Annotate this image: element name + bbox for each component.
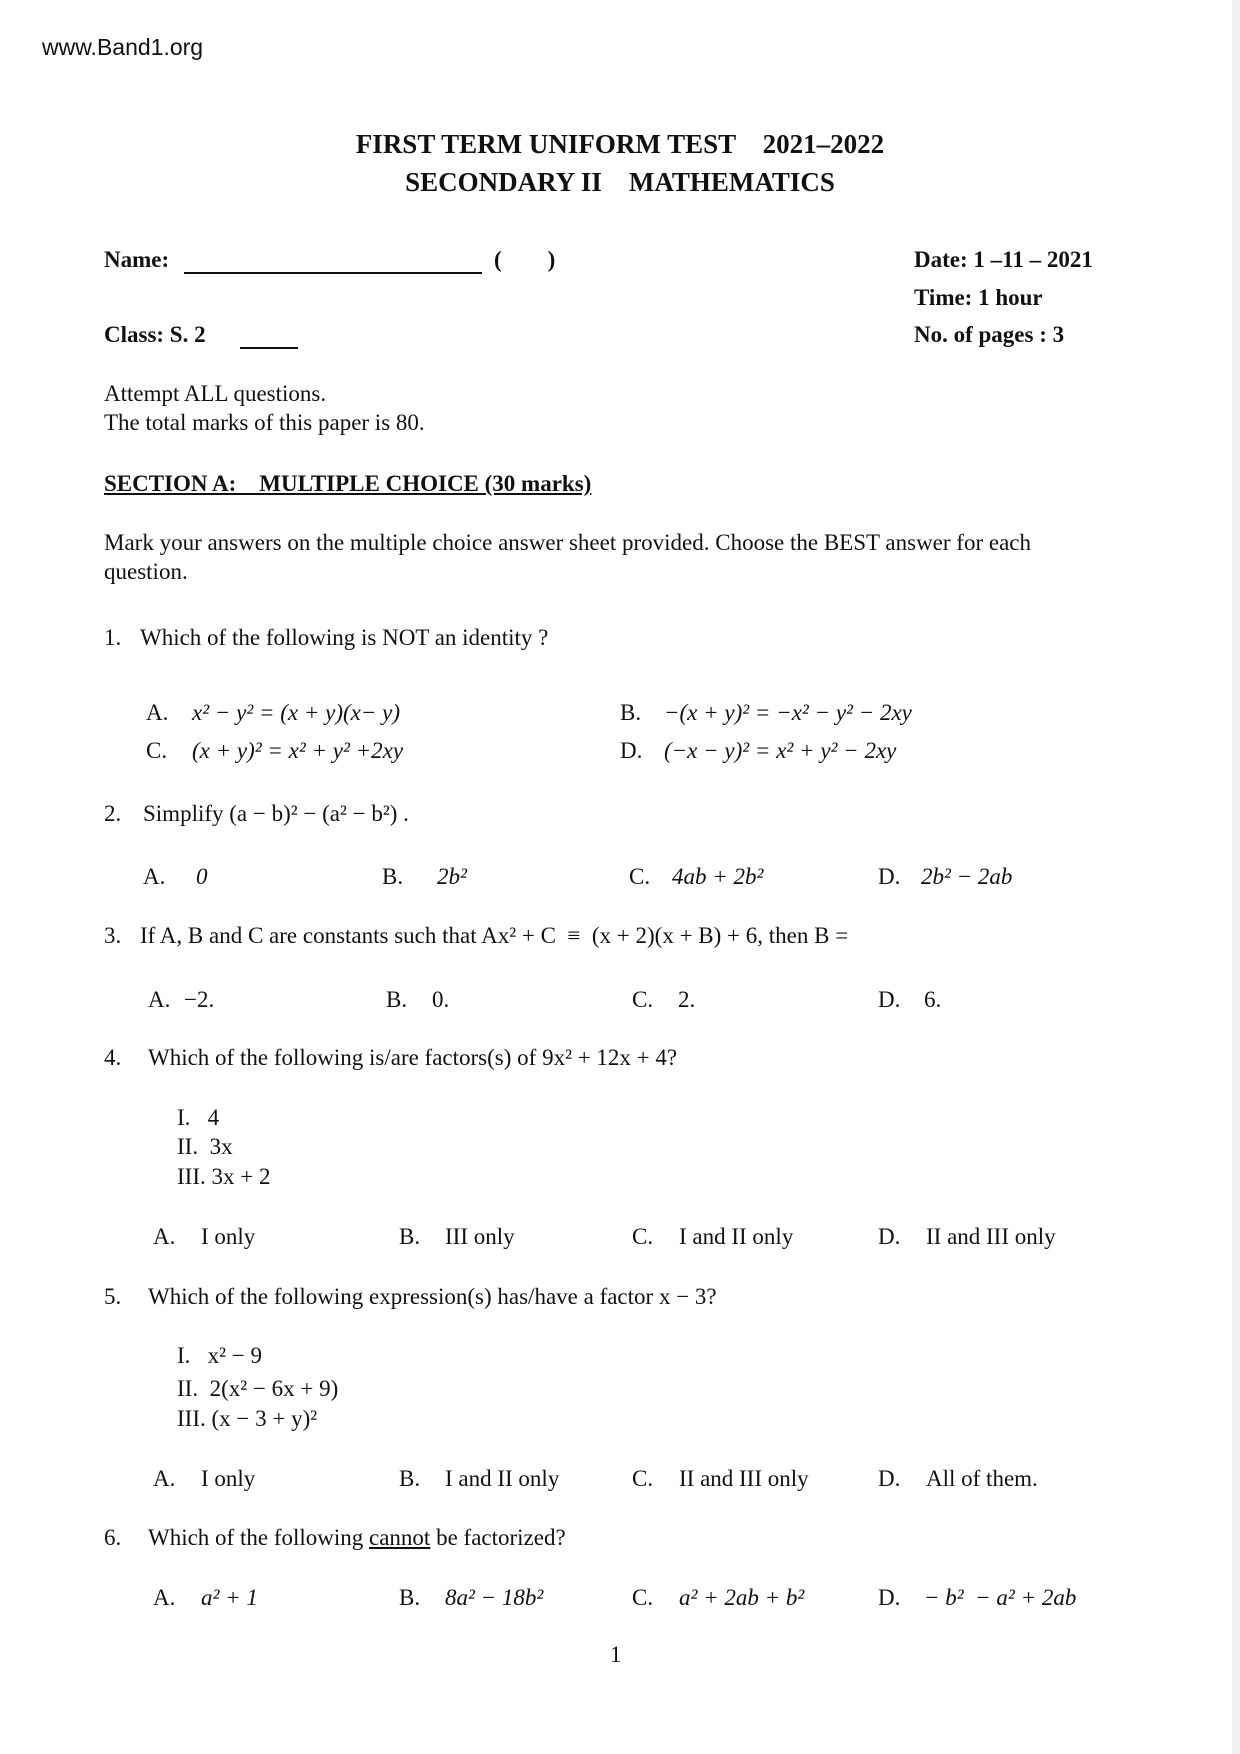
title-line1: FIRST TERM UNIFORM TEST 2021–2022: [355, 129, 885, 159]
option-letter: C.: [146, 738, 168, 763]
page-count: No. of pages : 3: [914, 322, 1065, 347]
option-letter: C.: [632, 987, 654, 1012]
option-text: 4ab + 2b²: [672, 864, 764, 889]
option-letter: C.: [632, 1224, 654, 1249]
statement: I. x² − 9: [177, 1343, 263, 1368]
title-line2: SECONDARY II MATHEMATICS: [405, 167, 835, 197]
section-a-note: Mark your answers on the multiple choice answer sheet provided. Choose the BEST answer for each: [104, 530, 1031, 555]
option-letter: D.: [878, 1585, 901, 1610]
option-letter: D.: [620, 738, 643, 763]
option-letter: A.: [153, 1585, 176, 1610]
statement: II. 3x: [177, 1134, 233, 1159]
option-letter: A.: [146, 700, 169, 725]
question-text: If A, B and C are constants such that Ax² + C ≡ (x + 2)(x + B) + 6, then B =: [140, 923, 849, 948]
question-number: 1.: [104, 625, 122, 650]
option-letter: B.: [399, 1466, 421, 1491]
date: Date: 1 –11 – 2021: [914, 247, 1093, 272]
question-number: 5.: [104, 1284, 122, 1309]
statement: II. 2(x² − 6x + 9): [177, 1376, 339, 1401]
option-letter: B.: [386, 987, 408, 1012]
option-text: 8a² − 18b²: [445, 1585, 544, 1610]
option-text: a² + 2ab + b²: [679, 1585, 805, 1610]
time: Time: 1 hour: [914, 285, 1043, 310]
option-letter: D.: [878, 864, 901, 889]
class-number-field: ( ): [494, 247, 556, 272]
option-text: a² + 1: [201, 1585, 258, 1610]
section-a-note: question.: [104, 559, 188, 584]
question-text-part: Which of the following: [148, 1525, 370, 1550]
option-text: I and II only: [445, 1466, 560, 1491]
question-text: [148, 1526, 566, 1549]
question-number: 6.: [104, 1525, 122, 1550]
option-text: 2.: [678, 987, 696, 1012]
question-text: Which of the following is NOT an identity ?: [140, 625, 549, 650]
emphasis-cannot: cannot: [369, 1525, 431, 1550]
option-letter: C.: [629, 864, 651, 889]
option-text: III only: [445, 1224, 515, 1249]
question-text: Which of the following is/are factors(s) of 9x² + 12x + 4?: [148, 1045, 678, 1070]
option-letter: B.: [382, 864, 404, 889]
question-text: Simplify (a − b)² − (a² − b²) .: [143, 801, 409, 826]
option-text: 2b²: [437, 864, 467, 889]
option-text: x² − y² = (x + y)(x− y): [192, 700, 401, 725]
option-letter: C.: [632, 1585, 654, 1610]
page-edge: [1232, 0, 1240, 1754]
option-text: All of them.: [926, 1466, 1038, 1491]
question-number: 4.: [104, 1045, 122, 1070]
option-letter: B.: [620, 700, 642, 725]
question-number: 3.: [104, 923, 122, 948]
section-a-title: SECTION A: MULTIPLE CHOICE (30 marks): [104, 471, 592, 496]
option-text: (−x − y)² = x² + y² − 2xy: [664, 738, 897, 763]
option-text: 2b² − 2ab: [921, 864, 1013, 889]
option-letter: C.: [632, 1466, 654, 1491]
option-text: −(x + y)² = −x² − y² − 2xy: [664, 700, 912, 725]
option-letter: A.: [148, 987, 171, 1012]
option-letter: B.: [399, 1224, 421, 1249]
instruction: Attempt ALL questions.: [104, 381, 327, 406]
option-text: − b² − a² + 2ab: [924, 1585, 1077, 1610]
option-letter: A.: [153, 1224, 176, 1249]
statement: I. 4: [177, 1105, 220, 1130]
option-text: (x + y)² = x² + y² +2xy: [192, 738, 404, 763]
watermark: www.Band1.org: [42, 34, 204, 60]
option-text: I only: [201, 1466, 256, 1491]
option-letter: D.: [878, 1466, 901, 1491]
statement: III. (x − 3 + y)²: [177, 1406, 318, 1431]
option-text: I only: [201, 1224, 256, 1249]
name-field[interactable]: [184, 248, 482, 274]
option-letter: D.: [878, 1224, 901, 1249]
class-field[interactable]: [240, 323, 298, 349]
name-label: Name:: [104, 247, 170, 272]
option-letter: D.: [878, 987, 901, 1012]
option-letter: A.: [153, 1466, 176, 1491]
option-letter: B.: [399, 1585, 421, 1610]
option-text: 0: [196, 864, 208, 889]
class-label: Class: S. 2: [104, 322, 206, 347]
instruction: The total marks of this paper is 80.: [104, 410, 425, 435]
page-number: 1: [610, 1642, 622, 1667]
question-number: 2.: [104, 801, 122, 826]
option-text: 6.: [924, 987, 942, 1012]
question-text: Which of the following expression(s) has/have a factor x − 3?: [148, 1284, 717, 1309]
option-text: I and II only: [679, 1224, 794, 1249]
option-text: II and III only: [679, 1466, 809, 1491]
question-text-part: be factorized?: [430, 1525, 566, 1550]
option-text: −2.: [184, 987, 215, 1012]
option-text: II and III only: [926, 1224, 1056, 1249]
option-text: 0.: [432, 987, 450, 1012]
statement: III. 3x + 2: [177, 1164, 271, 1189]
option-letter: A.: [143, 864, 166, 889]
